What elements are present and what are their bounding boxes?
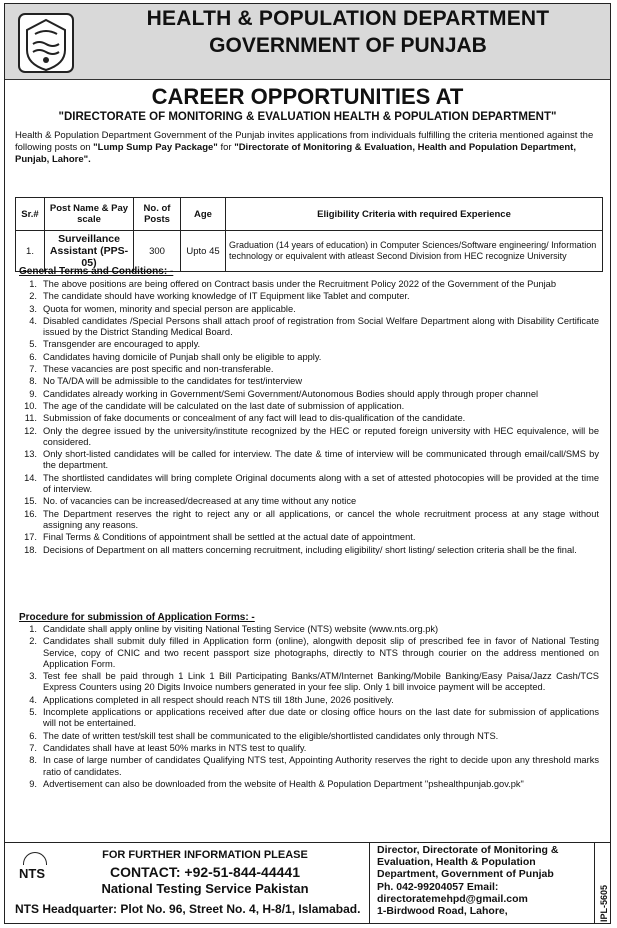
header-posts: No. of Posts (134, 198, 181, 231)
footer-info: FOR FURTHER INFORMATION PLEASE (102, 849, 308, 861)
list-item (13, 473, 599, 496)
item-number: 8. (29, 376, 37, 387)
footer-divider (5, 842, 610, 843)
footer-right-line: Ph. 042-99204057 Email: (377, 880, 499, 893)
item-number: 6. (29, 730, 37, 741)
item-text: The Department reserves the right to reject any or all applications, or cancel the whole recruitment process at any stage without assigning any reasons. (43, 508, 599, 530)
list-item (13, 389, 599, 400)
item-text: Applications completed in all respect should reach NTS till 18th June, 2026 positively. (43, 694, 394, 705)
list-item (13, 304, 599, 315)
list-item (13, 339, 599, 350)
list-item (13, 352, 599, 363)
footer-right-line: Director, Directorate of Monitoring & (377, 844, 559, 856)
nts-logo-text: NTS (19, 866, 45, 881)
list-item (13, 743, 599, 754)
item-text: No. of vacancies can be increased/decreased at any time without any notice (43, 496, 357, 507)
item-number: 14. (24, 472, 37, 483)
item-text: Transgender are encouraged to apply. (43, 339, 201, 350)
list-item (13, 509, 599, 532)
nts-logo-icon (19, 866, 45, 881)
item-text: Only short-listed candidates will be called for interview. The date & time of interview will be communicated through email/call/SMS by the department. (43, 449, 599, 471)
government-name: GOVERNMENT OF PUNJAB (209, 34, 487, 57)
advertisement (4, 3, 611, 924)
page-title: CAREER OPPORTUNITIES AT (151, 84, 464, 109)
item-number: 9. (29, 778, 37, 789)
directorate-subtitle: "DIRECTORATE OF MONITORING & EVALUATION HEALTH & POPULATION DEPARTMENT" (58, 111, 557, 123)
item-text: The candidate should have working knowledge of IT Equipment like Tablet and computer. (43, 291, 410, 302)
item-number: 4. (29, 694, 37, 705)
item-text: These vacancies are post specific and non-transferable. (43, 364, 274, 375)
intro-bold-1: "Lump Sump Pay Package" (93, 142, 218, 153)
item-text: No TA/DA will be admissible to the candidates for test/interview (43, 376, 303, 387)
cell-post: Surveillance Assistant (PPS-05) (45, 231, 134, 272)
footer-contact: CONTACT: +92-51-844-44441 (110, 864, 300, 880)
item-text: Final Terms & Conditions of appointment shall be settled at the actual date of appointment. (43, 532, 416, 543)
item-number: 3. (29, 303, 37, 314)
list-item (13, 279, 599, 290)
footer-right-line: Evaluation, Health & Population (377, 856, 536, 869)
item-number: 7. (29, 364, 37, 375)
item-text: Incomplete applications or applications received after due date or closing office hours on the last date for submission of applications will not be entertained. (43, 707, 599, 729)
item-text: In case of large number of candidates Qualifying NTS test, Appointing Authority reserves the right to decide upon any threshold marks ratio of candidates. (43, 755, 599, 777)
item-text: Candidates shall have at least 50% marks in NTS test to qualify. (43, 742, 307, 753)
header-band (5, 4, 610, 80)
list-item (13, 731, 599, 742)
list-item (13, 671, 599, 694)
list-item (13, 376, 599, 387)
footer-right-line: 1-Birdwood Road, Lahore, (377, 905, 508, 918)
list-item (13, 496, 599, 507)
header-post: Post Name & Pay scale (45, 198, 134, 231)
list-item (13, 426, 599, 449)
item-number: 18. (24, 544, 37, 555)
general-terms-list (13, 279, 599, 557)
item-number: 5. (29, 707, 37, 718)
intro-text-1: Health & Population Department Government of the Punjab invites applications from individuals fulfilling the criteria mentioned against the following posts on (15, 130, 594, 153)
posts-table (15, 197, 603, 272)
item-text: Test fee shall be paid through 1 Link 1 Bill Participating Banks/ATM/Internet Banking/Mobile Banking/Easy Paisa/Jazz Cash/TCS Express Counters using 20 Digits Invoice numbers generated in your fee slip. Only 1 bill invoice payment will be accepted. (43, 671, 599, 693)
footer-contact-details (377, 844, 592, 917)
item-text: Quota for women, minority and special person are applicable. (43, 303, 296, 314)
item-number: 2. (29, 636, 37, 647)
item-text: Candidate shall apply online by visiting National Testing Service (NTS) website (www.nts.org.pk) (43, 624, 439, 634)
item-number: 13. (24, 449, 37, 460)
item-text: Submission of fake documents or concealment of any fact will lead to dis-qualification of the candidate. (43, 413, 466, 424)
item-number: 10. (24, 400, 37, 411)
list-item (13, 779, 599, 790)
nts-logo-arc (23, 852, 47, 865)
list-item (13, 316, 599, 339)
cell-age: Upto 45 (181, 231, 226, 272)
item-number: 1. (29, 624, 37, 634)
footer-right-line: directoratemehpd@gmail.com (377, 892, 528, 905)
intro-bold-2: "Directorate of Monitoring & Evaluation, Health and Population Department, Punjab, Lahore". (15, 142, 576, 165)
item-number: 5. (29, 339, 37, 350)
general-terms-title: General Terms and Conditions: - (19, 266, 174, 277)
item-text: Candidates already working in Government/Semi Government/Autonomous Bodies should apply through proper channel (43, 388, 539, 399)
intro-paragraph (15, 130, 603, 166)
list-item (13, 545, 599, 556)
footer-right-line: Department, Government of Punjab (377, 868, 554, 881)
item-number: 9. (29, 388, 37, 399)
list-item (13, 413, 599, 424)
list-item (13, 449, 599, 472)
list-item (13, 624, 599, 635)
item-text: The date of written test/skill test shall be communicated to the eligible/shortlisted candidates only through NTS. (43, 730, 499, 741)
item-number: 16. (24, 508, 37, 519)
item-text: Only the degree issued by the university/institute recognized by the HEC or reputed foreign university with HEC equivalence, will be considered. (43, 425, 599, 447)
item-number: 15. (24, 496, 37, 507)
footer-vertical-divider (369, 842, 370, 924)
cell-posts: 300 (134, 231, 181, 272)
punjab-emblem-icon (15, 10, 77, 76)
item-number: 6. (29, 351, 37, 362)
item-text: Candidates having domicile of Punjab shall only be eligible to apply. (43, 351, 322, 362)
department-name: HEALTH & POPULATION DEPARTMENT (146, 7, 550, 30)
list-item (13, 291, 599, 302)
list-item (13, 532, 599, 543)
item-number: 8. (29, 755, 37, 766)
footer-hq: NTS Headquarter: Plot No. 96, Street No. 4, H-8/1, Islamabad. (15, 902, 361, 916)
list-item (13, 636, 599, 670)
item-text: Advertisement can also be downloaded from the website of Health & Population Department "pshealthpunjab.gov.pk" (43, 778, 524, 789)
header-sr: Sr.# (16, 198, 45, 231)
item-number: 3. (29, 671, 37, 682)
list-item (13, 755, 599, 778)
item-number: 7. (29, 742, 37, 753)
item-text: The shortlisted candidates will bring complete Original documents along with a set of attested photocopies will be provided at the time of interview. (43, 472, 599, 495)
procedure-title: Procedure for submission of Application Forms: - (19, 612, 255, 623)
item-number: 4. (29, 315, 37, 326)
item-text: Candidates shall submit duly filled in Application form (online), alongwith deposit slip of prescribed fee in favor of National Testing Service, copy of CNIC and two recent passport size photographs, directly to NTS through courier on the address mentioned on Application Form. (43, 636, 599, 669)
item-number: 17. (24, 532, 37, 543)
cell-sr: 1. (16, 231, 45, 272)
item-number: 12. (24, 425, 37, 436)
item-number: 1. (29, 279, 37, 289)
item-text: Decisions of Department on all matters concerning recruitment, including eligibility/ short listing/ selection criteria shall be the final. (43, 544, 577, 555)
list-item (13, 695, 599, 706)
intro-text-2: for (217, 142, 235, 153)
item-text: The above positions are being offered on Contract basis under the Recruitment Policy 2022 of the Government of the Punjab (43, 279, 557, 289)
list-item (13, 401, 599, 412)
header-criteria: Eligibility Criteria with required Experience (226, 198, 603, 231)
list-item (13, 364, 599, 375)
header-age: Age (181, 198, 226, 231)
item-number: 2. (29, 291, 37, 302)
item-number: 11. (24, 413, 37, 424)
cell-criteria: Graduation (14 years of education) in Computer Sciences/Software engineering/ Information technology or equivalent with atleast Second Division from HEC recognize University (226, 231, 603, 272)
procedure-list (13, 624, 599, 791)
list-item (13, 707, 599, 730)
footer-nts-name: National Testing Service Pakistan (101, 881, 309, 896)
ipl-number: IPL-5605 (599, 884, 609, 922)
item-text: Disabled candidates /Special Persons shall attach proof of registration from Social Welfare Department along with Disability Certificate issued by the District Standing Medical Board. (43, 315, 599, 338)
item-text: The age of the candidate will be calculated on the last date of submission of application. (43, 400, 405, 411)
